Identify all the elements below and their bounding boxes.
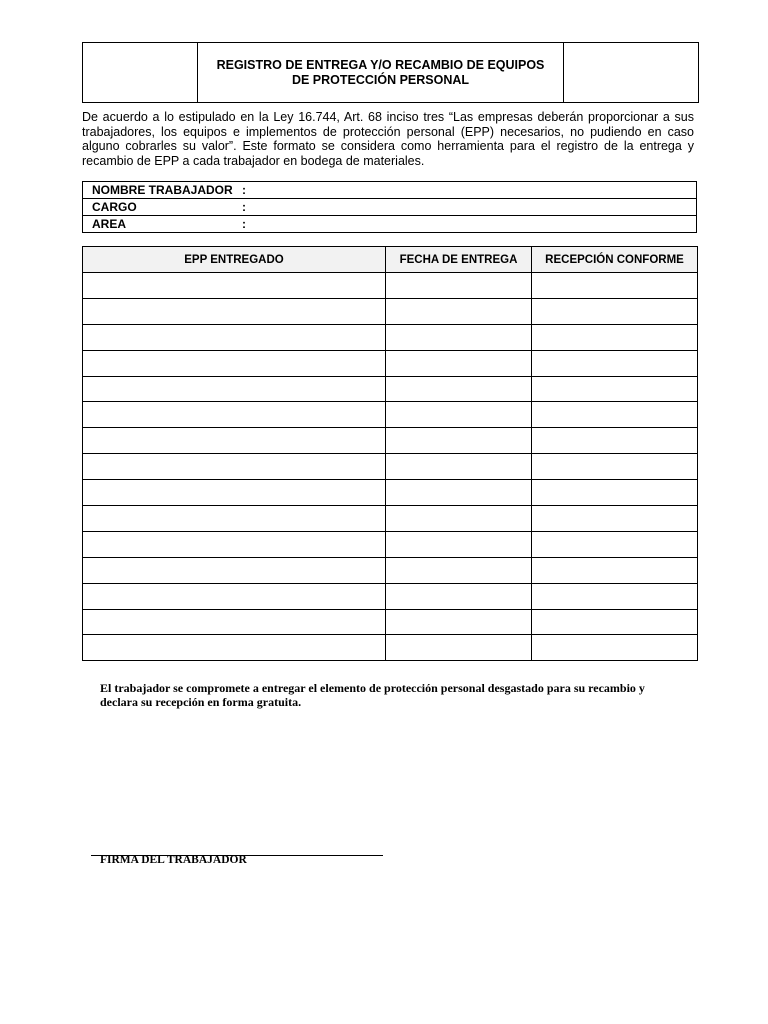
reception-cell[interactable]: [532, 428, 698, 454]
intro-line: De acuerdo a lo estipulado en la Ley 16.744, Art. 68 inciso tres “Las empresas deberán proporcionar a sus: [82, 110, 694, 124]
table-row: [83, 480, 698, 506]
epp-item-cell[interactable]: [83, 635, 386, 661]
epp-item-cell[interactable]: [83, 324, 386, 350]
table-row: [83, 635, 698, 661]
delivery-date-cell[interactable]: [386, 531, 532, 557]
reception-cell[interactable]: [532, 583, 698, 609]
reception-cell[interactable]: [532, 480, 698, 506]
intro-paragraph: [82, 110, 694, 168]
delivery-date-cell[interactable]: [386, 506, 532, 532]
table-row: [83, 557, 698, 583]
table-row: [83, 583, 698, 609]
delivery-date-cell[interactable]: [386, 480, 532, 506]
commitment-line: El trabajador se compromete a entregar el elemento de protección personal desgastado para su recambio y: [100, 681, 645, 695]
epp-item-cell[interactable]: [83, 402, 386, 428]
commitment-statement: [100, 681, 700, 709]
worker-role-row: [83, 199, 696, 216]
epp-item-cell[interactable]: [83, 376, 386, 402]
reception-cell[interactable]: [532, 454, 698, 480]
signature-label: FIRMA DEL TRABAJADOR: [100, 854, 247, 866]
epp-item-cell[interactable]: [83, 454, 386, 480]
reception-cell[interactable]: [532, 273, 698, 299]
column-header-epp: EPP ENTREGADO: [83, 247, 386, 273]
reception-cell[interactable]: [532, 324, 698, 350]
column-header-reception: RECEPCIÓN CONFORME: [532, 247, 698, 273]
reception-cell[interactable]: [532, 635, 698, 661]
epp-table-header-row: [83, 247, 698, 273]
worker-name-row: [83, 182, 696, 199]
delivery-date-cell[interactable]: [386, 298, 532, 324]
delivery-date-cell[interactable]: [386, 324, 532, 350]
title-line-2: DE PROTECCIÓN PERSONAL: [291, 72, 470, 87]
table-row: [83, 273, 698, 299]
epp-item-cell[interactable]: [83, 298, 386, 324]
delivery-date-cell[interactable]: [386, 583, 532, 609]
worker-name-label: NOMBRE TRABAJADOR: [92, 183, 233, 197]
reception-cell[interactable]: [532, 506, 698, 532]
delivery-date-cell[interactable]: [386, 454, 532, 480]
reception-cell[interactable]: [532, 376, 698, 402]
worker-role-label: CARGO: [92, 200, 137, 214]
table-row: [83, 402, 698, 428]
epp-item-cell[interactable]: [83, 350, 386, 376]
reception-cell[interactable]: [532, 557, 698, 583]
table-row: [83, 428, 698, 454]
commitment-line: declara su recepción en forma gratuita.: [100, 695, 302, 709]
title-line-1: REGISTRO DE ENTREGA Y/O RECAMBIO DE EQUIPOS: [216, 57, 545, 72]
delivery-date-cell[interactable]: [386, 428, 532, 454]
colon: :: [242, 200, 246, 214]
column-header-date: FECHA DE ENTREGA: [386, 247, 532, 273]
epp-item-cell[interactable]: [83, 583, 386, 609]
table-row: [83, 531, 698, 557]
table-row: [83, 350, 698, 376]
delivery-date-cell[interactable]: [386, 402, 532, 428]
colon: :: [242, 183, 246, 197]
intro-line: recambio de EPP a cada trabajador en bodega de materiales.: [82, 153, 425, 168]
delivery-date-cell[interactable]: [386, 635, 532, 661]
table-row: [83, 298, 698, 324]
epp-item-cell[interactable]: [83, 428, 386, 454]
table-row: [83, 506, 698, 532]
epp-item-cell[interactable]: [83, 609, 386, 635]
delivery-date-cell[interactable]: [386, 557, 532, 583]
colon: :: [242, 217, 246, 231]
header-code-cell: [564, 43, 698, 102]
header-logo-cell: [83, 43, 198, 102]
epp-item-cell[interactable]: [83, 531, 386, 557]
epp-item-cell[interactable]: [83, 480, 386, 506]
reception-cell[interactable]: [532, 298, 698, 324]
document-title: [198, 43, 564, 102]
worker-info-table: [82, 181, 697, 233]
epp-item-cell[interactable]: [83, 506, 386, 532]
delivery-date-cell[interactable]: [386, 609, 532, 635]
worker-area-label: AREA: [92, 217, 127, 231]
intro-line: trabajadores, los equipos e implementos de protección personal (EPP) necesarios, no pudiendo en caso: [82, 124, 694, 139]
delivery-date-cell[interactable]: [386, 273, 532, 299]
table-row: [83, 376, 698, 402]
worker-area-row: [83, 216, 696, 232]
intro-line: alguno cobrarles su valor”. Este formato se considera como herramienta para el registro de la entrega y: [82, 139, 694, 154]
reception-cell[interactable]: [532, 402, 698, 428]
table-row: [83, 609, 698, 635]
delivery-date-cell[interactable]: [386, 376, 532, 402]
epp-item-cell[interactable]: [83, 273, 386, 299]
epp-table: [82, 246, 698, 661]
reception-cell[interactable]: [532, 609, 698, 635]
delivery-date-cell[interactable]: [386, 350, 532, 376]
document-header: [82, 42, 699, 103]
table-row: [83, 324, 698, 350]
epp-item-cell[interactable]: [83, 557, 386, 583]
table-row: [83, 454, 698, 480]
reception-cell[interactable]: [532, 350, 698, 376]
reception-cell[interactable]: [532, 531, 698, 557]
